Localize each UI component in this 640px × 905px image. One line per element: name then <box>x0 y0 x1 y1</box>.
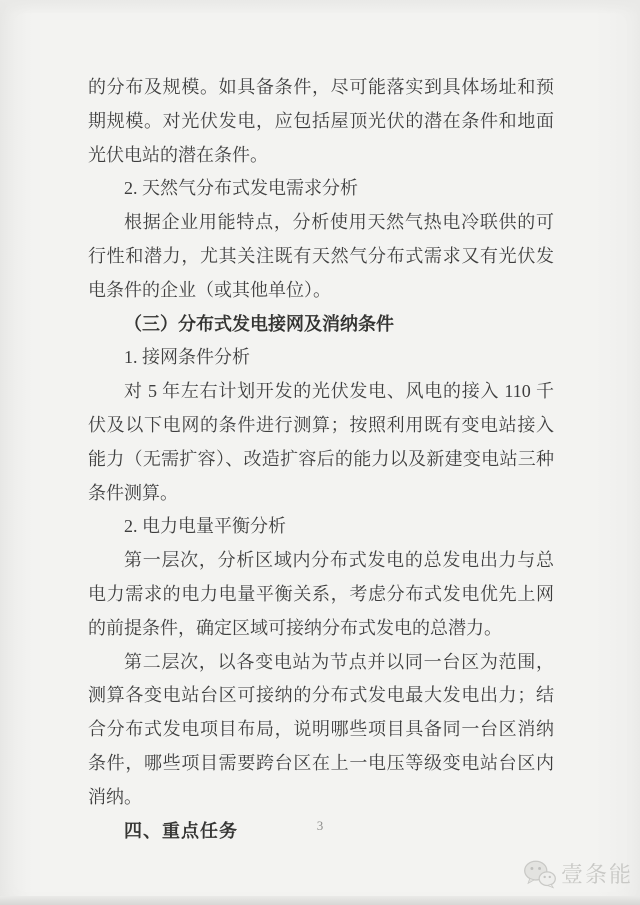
chapter-heading: 四、重点任务 <box>124 820 238 841</box>
document-body <box>88 71 554 848</box>
paragraph: 的分布及规模。如具备条件，尽可能落实到具体场址和预期规模。对光伏发电，应包括屋顶光伏的潜在条件和地面光伏电站的潜在条件。 <box>88 77 554 165</box>
scan-bottom-edge <box>0 896 640 905</box>
paragraph: 根据企业用能特点，分析使用天然气热电冷联供的可行性和潜力，尤其关注既有天然气分布式需求又有光伏发电条件的企业（或其他单位）。 <box>88 212 554 300</box>
numbered-subheading: 1. 接网条件分析 <box>124 347 250 368</box>
wechat-icon <box>523 859 557 889</box>
numbered-subheading: 2. 天然气分布式发电需求分析 <box>124 178 358 199</box>
numbered-subheading: 2. 电力电量平衡分析 <box>124 516 286 537</box>
paragraph: 第二层次，以各变电站为节点并以同一台区为范围，测算各变电站台区可接纳的分布式发电最大发电出力；结合分布式发电项目布局，说明哪些项目具备同一台区消纳条件，哪些项目需要跨台区在上一电压等级变电站台区内消纳。 <box>88 651 554 807</box>
watermark <box>523 858 633 889</box>
watermark-label: 壹条能 <box>560 862 633 887</box>
paragraph: 对 5 年左右计划开发的光伏发电、风电的接入 110 千伏及以下电网的条件进行测算；按照利用既有变电站接入能力（无需扩容）、改造扩容后的能力以及新建变电站三种条件测算。 <box>88 381 554 503</box>
paragraph: 第一层次，分析区域内分布式发电的总发电出力与总电力需求的电力电量平衡关系，考虑分布式发电优先上网的前提条件，确定区域可接纳分布式发电的总潜力。 <box>88 550 554 638</box>
scan-top-shading <box>0 0 640 14</box>
page-number: 3 <box>316 818 324 833</box>
section-heading: （三）分布式发电接网及消纳条件 <box>124 313 394 334</box>
